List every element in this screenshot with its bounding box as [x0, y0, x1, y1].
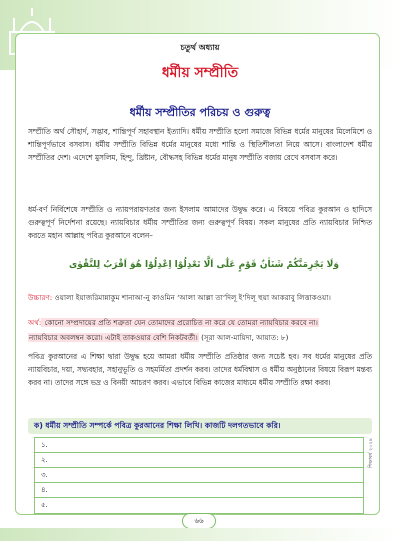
- answer-row[interactable]: ৫.: [41, 501, 48, 509]
- answer-row[interactable]: ৩.: [35, 468, 363, 483]
- exercise-title: ক) ধর্মীয় সম্প্রীতি সম্পর্কে পবিত্র কুরআনের শিক্ষা লিখি। কাজটি দলগতভাবে করি।: [28, 418, 372, 434]
- answer-row[interactable]: ৪.: [35, 483, 363, 498]
- paragraph-intro: সম্প্রীতি অর্থ সৌহার্দ, সদ্ভাব, শান্তিপূর্ণ সহাবস্থান ইত্যাদি। ধর্মীয় সম্প্রীতি হলো সমাজে বিভিন্ন ধর্মের মানুষের মিলেমিশে ও শান্তিপূর্ণভাবে বসবাস। ধর্মীয় সম্প্রীতি বিভিন্ন ধর্মের মানুষের মধ্যে শান্তি ও স্থিতিশীলতা নিয়ে আসে। বাংলাদেশ ধর্মীয় সম্প্রীতির দেশ। এদেশে মুসলিম, হিন্দু, খ্রিষ্টান, বৌদ্ধসহ বিভিন্ন ধর্মের মানুষ সম্প্রীতি বজায় রেখে বসবাস করে।: [28, 127, 372, 162]
- transliteration-label: উচ্চারণ:: [28, 293, 53, 302]
- chapter-title: ধর্মীয় সম্প্রীতি: [161, 65, 239, 81]
- transliteration-text: ওয়ালা ইয়াজরিমান্নাকুম শানাআ-নু কাওমিন ‘আলা আল্লা তা‘দিলূ ই‘দিলূ হুয়া আকরাবু লিত্তাকওয়া।: [52, 293, 331, 302]
- paragraph-justice: ধর্ম-বর্ণ নির্বিশেষে সম্প্রীতি ও ন্যায়পরায়ণতার জন্য ইসলাম আমাদের উদ্বুদ্ধ করে। এ বিষয়ে পবিত্র কুরআন ও হাদিসে গুরুত্বপূর্ণ নির্দেশনা রয়েছে। ন্যায়বিচার ধর্মীয় সম্প্রীতির জন্য গুরুত্বপূর্ণ বিষয়। সকল মানুষের প্রতি ন্যায়বিচার নিশ্চিত করতে মহান আল্লাহ পবিত্র কুরআনে বলেন–: [28, 205, 372, 240]
- paragraph-conclusion: পবিত্র কুরআনের এ শিক্ষা দ্বারা উদ্বুদ্ধ হয়ে আমরা ধর্মীয় সম্প্রীতি প্রতিষ্ঠার জন্য সচেষ্ট হব। সব ধর্মের মানুষের প্রতি ন্যায়বিচার, দয়া, সদ্ব্যবহার, সহানুভূতি ও সহমর্মিতা প্রদর্শন করব। তাদের ধর্মবিশ্বাস ও ধর্মীয় অনুষ্ঠানের বিষয়ে বিরূপ মন্তব্য করব না। তাদের সঙ্গে ভদ্র ও বিনয়ী আচরণ করব। এভাবে বিভিন্ন কাজের মাধ্যমে ধর্মীয় সম্প্রীতি রক্ষা করব।: [28, 352, 372, 387]
- verse-reference: (সূরা আল-মায়িদা, আয়াত: ৮): [198, 333, 289, 342]
- page-number: ৬৬: [182, 513, 216, 529]
- answer-row[interactable]: ২.: [35, 453, 363, 468]
- answer-table: [34, 437, 364, 514]
- quran-verse-arabic: وَلَا يَجْرِمَنَّكُمْ شَنَاٰنُ قَوْمٍ عَلٰٓى اَلَّا تَعْدِلُوْا اِعْدِلُوْا هُوَ اَقْرَبُ لِلتَّقْوٰى: [69, 260, 339, 270]
- meaning-text-1: কোনো সম্প্রদায়ের প্রতি শত্রুতা যেন তোমাদের প্ররোচিত না করে যে তোমরা ন্যায়বিচার করবে না।: [42, 318, 318, 327]
- answer-row[interactable]: ১.: [35, 438, 363, 453]
- meaning-label: অর্থ:: [28, 318, 42, 327]
- section-title: ধর্মীয় সম্প্রীতির পরিচয় ও গুরুত্ব: [129, 106, 271, 119]
- meaning-text-2: ন্যায়বিচার অবলম্বন করো। এটাই তাকওয়ার বেশি নিকটবর্তী।: [29, 333, 198, 342]
- meaning-line-1: [28, 316, 372, 329]
- meaning-line-2: [28, 331, 372, 344]
- bottom-decorative-strip: [0, 528, 400, 541]
- side-note: শিক্ষাবর্ষ ২০২৪: [368, 437, 374, 468]
- transliteration: [28, 293, 372, 305]
- chapter-label: চতুর্থ অধ্যায়: [180, 43, 220, 52]
